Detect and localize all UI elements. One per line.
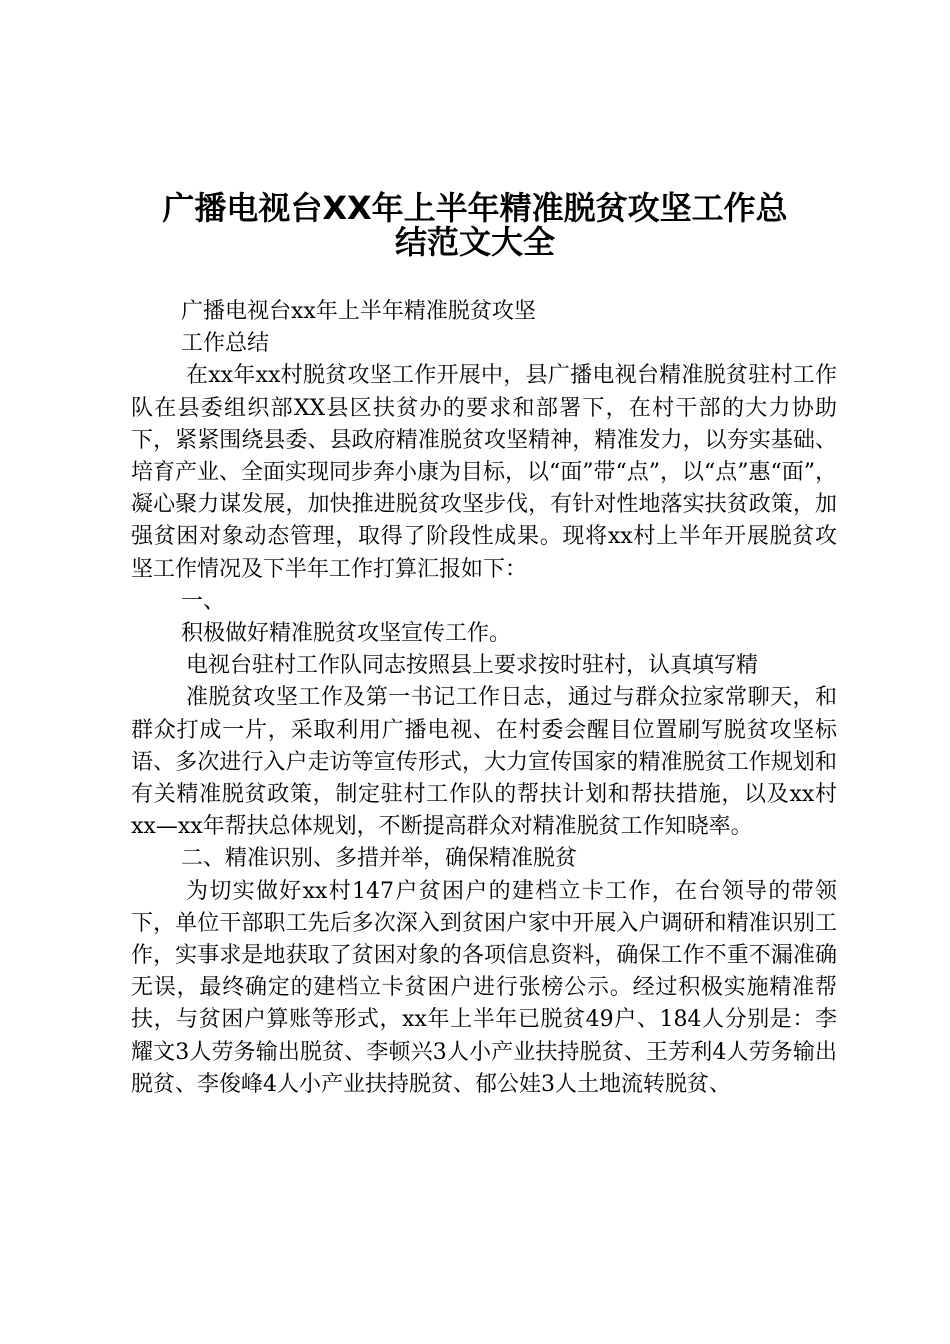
document-body	[131, 296, 837, 1101]
paragraph: 广播电视台xx年上半年精准脱贫攻坚	[181, 299, 536, 324]
paragraph: 积极做好精准脱贫攻坚宣传工作。	[181, 621, 512, 647]
paragraph: 工作总结	[181, 331, 270, 357]
paragraph: 二、精准识别、多措并举，确保精准脱贫	[181, 846, 578, 872]
document-title-line-2: 结范文大全	[394, 223, 555, 261]
paragraph: 在xx年xx村脱贫攻坚工作开展中，县广播电视台精准脱贫驻村工作队在县委组织部XX县区扶贫办的要求和部署下，在村干部的大力协助下，紧紧围绕县委、县政府精准脱贫攻坚精神，精准发力，以夯实基础、培育产业、全面实现同步奔小康为目标，以“面”带“点”，以“点”惠“面”，凝心聚力谋发展，加快推进脱贫攻坚步伐，有针对性地落实扶贫政策，加强贫困对象动态管理，取得了阶段性成果。现将xx村上半年开展脱贫攻坚工作情况及下半年工作打算汇报如下：	[131, 363, 837, 582]
document-title-line-1: 广播电视台XX年上半年精准脱贫攻坚工作总	[162, 189, 788, 227]
paragraph: 为切实做好xx村147户贫困户的建档立卡工作，在台领导的带领下，单位干部职工先后多次深入到贫困户家中开展入户调研和精准识别工作，实事求是地获取了贫困对象的各项信息资料，确保工作不重不漏准确无误，最终确定的建档立卡贫困户进行张榜公示。经过积极实施精准帮扶，与贫困户算账等形式，xx年上半年已脱贫49户、184人分别是：李耀文3人劳务输出脱贫、李顿兴3人小产业扶持脱贫、王芳利4人劳务输出脱贫、李俊峰4人小产业扶持脱贫、郁公娃3人土地流转脱贫、	[131, 878, 837, 1097]
paragraph: 电视台驻村工作队同志按照县上要求按时驻村，认真填写精	[186, 653, 759, 679]
paragraph: 准脱贫攻坚工作及第一书记工作日志，通过与群众拉家常聊天，和群众打成一片，采取利用广播电视、在村委会醒目位置刷写脱贫攻坚标语、多次进行入户走访等宣传形式，大力宣传国家的精准脱贫工作规划和有关精准脱贫政策，制定驻村工作队的帮扶计划和帮扶措施，以及xx村xx—xx年帮扶总体规划，不断提高群众对精准脱贫工作知晓率。	[131, 685, 837, 840]
paragraph: 一、	[181, 588, 226, 614]
